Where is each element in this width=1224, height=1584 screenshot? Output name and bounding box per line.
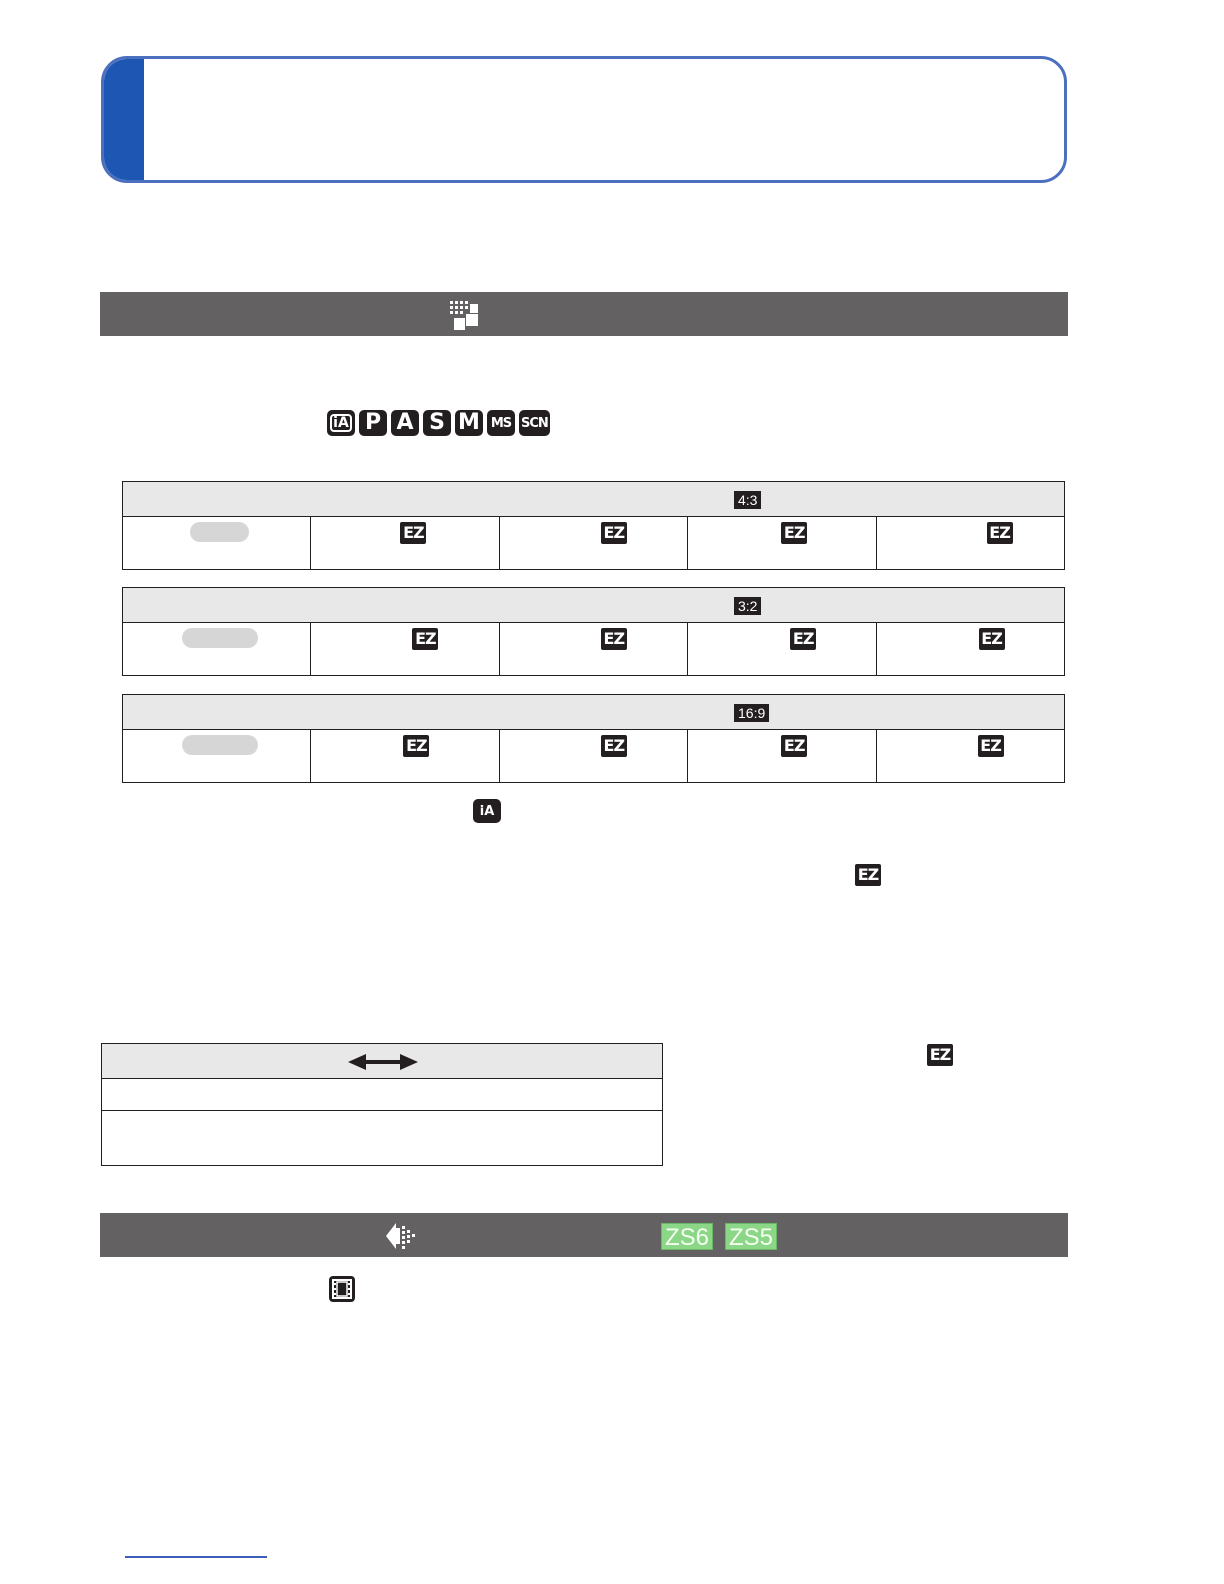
page-link-underline[interactable] <box>125 1556 267 1558</box>
size-pill <box>190 522 249 542</box>
mode-p-icon: P <box>359 410 387 436</box>
ez-icon: EZ <box>601 628 627 650</box>
aspect-ratio-badge: 3:2 <box>734 597 761 615</box>
ez-icon: EZ <box>781 522 807 544</box>
mode-ia-icon: iA <box>327 410 355 436</box>
mode-s-icon: S <box>423 410 451 436</box>
aspect-ratio-badge: 16:9 <box>734 704 769 722</box>
ez-icon: EZ <box>412 628 438 650</box>
ez-icon: EZ <box>403 735 429 757</box>
movie-frame-icon <box>329 1276 355 1302</box>
mode-scn-icon: SCN <box>519 410 550 436</box>
ez-icon: EZ <box>781 735 807 757</box>
picture-size-grid-icon <box>450 301 480 331</box>
aspect-ratio-badge: 4:3 <box>734 491 761 509</box>
model-badge-zs5: ZS5 <box>725 1223 777 1250</box>
section-bar-motion-picture <box>100 1213 1068 1257</box>
ez-icon: EZ <box>927 1044 953 1066</box>
ia-mode-icon: iA <box>473 799 501 823</box>
size-pill <box>182 735 258 755</box>
ez-icon: EZ <box>987 522 1013 544</box>
aspect-table-16-9 <box>122 694 1065 783</box>
ez-icon: EZ <box>601 735 627 757</box>
ez-icon: EZ <box>790 628 816 650</box>
aspect-table-3-2 <box>122 587 1065 676</box>
ez-icon: EZ <box>400 522 426 544</box>
mode-a-icon: A <box>391 410 419 436</box>
title-accent-tab <box>104 59 144 180</box>
motion-picture-rec-icon <box>386 1221 420 1251</box>
recording-mode-icons <box>327 410 550 436</box>
zoom-range-table <box>101 1043 663 1166</box>
double-arrow-icon <box>348 1053 418 1071</box>
ez-icon: EZ <box>978 735 1004 757</box>
ez-icon: EZ <box>979 628 1005 650</box>
ez-icon: EZ <box>855 864 881 886</box>
section-bar-picture-size <box>100 292 1068 336</box>
aspect-table-4-3 <box>122 481 1065 570</box>
mode-ms-icon: MS <box>487 410 515 436</box>
model-badge-zs6: ZS6 <box>661 1223 713 1250</box>
ez-icon: EZ <box>601 522 627 544</box>
page-title-box <box>101 56 1067 183</box>
mode-m-icon: M <box>455 410 483 436</box>
size-pill <box>182 628 258 648</box>
